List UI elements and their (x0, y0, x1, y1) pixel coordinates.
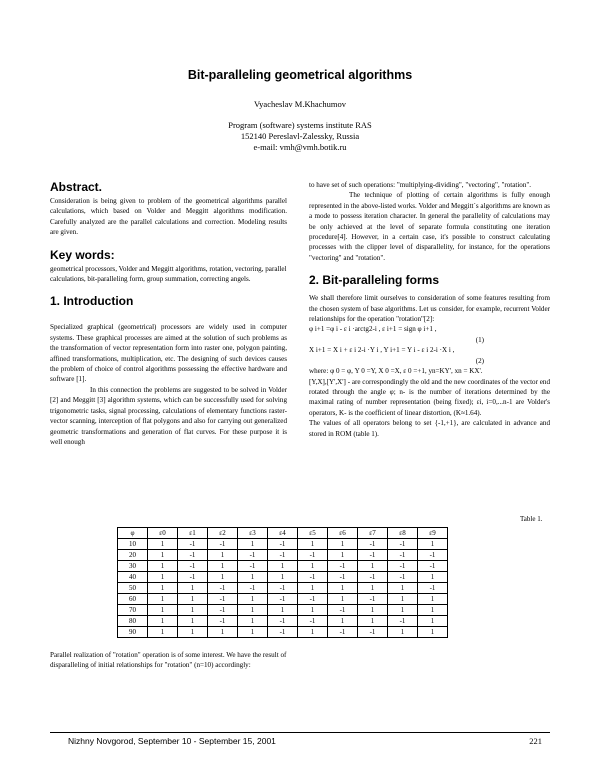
table-cell: -1 (358, 627, 388, 638)
table-cell: -1 (178, 572, 208, 583)
table-cell: -1 (358, 550, 388, 561)
table-row (118, 594, 448, 605)
table-header-cell: ε9 (418, 528, 448, 539)
table-cell: -1 (328, 572, 358, 583)
table-cell: -1 (298, 594, 328, 605)
table-cell: -1 (388, 550, 418, 561)
table-header-row (118, 528, 448, 539)
table-cell: 1 (298, 561, 328, 572)
table-cell: -1 (238, 561, 268, 572)
table-cell: 1 (208, 627, 238, 638)
table-cell: 1 (238, 539, 268, 550)
table-cell: -1 (298, 616, 328, 627)
table-cell: 1 (418, 627, 448, 638)
table-cell: 1 (208, 550, 238, 561)
table-cell: 1 (388, 605, 418, 616)
table-cell: -1 (208, 594, 238, 605)
equation-2-number: (2) (475, 356, 484, 365)
table-cell: -1 (388, 616, 418, 627)
table-cell: -1 (418, 550, 448, 561)
table-header-cell: ε8 (388, 528, 418, 539)
table-cell: -1 (358, 539, 388, 550)
table-cell: -1 (208, 583, 238, 594)
affiliation-email[interactable]: e-mail: vmh@vmh.botik.ru (253, 142, 347, 152)
section2-heading: 2. Bit-paralleling forms (309, 273, 440, 288)
table-cell: -1 (238, 583, 268, 594)
table-cell: 1 (268, 572, 298, 583)
table-cell: -1 (268, 616, 298, 627)
abstract-heading: Abstract. (50, 180, 103, 194)
table-cell: 1 (388, 627, 418, 638)
table-cell: -1 (328, 627, 358, 638)
table-cell: 1 (238, 594, 268, 605)
table-cell: -1 (208, 605, 238, 616)
table-cell: 1 (178, 583, 208, 594)
intro-paragraph-2: In this connection the problems are suggested to be solved in Volder [2] and Meggitt [3] algorithm systems, which can be successfully used for solving trigonometric tasks, signal processing, calculations of elementary functions raster-vector scanning, interception of flat polygons and also for carrying out generalized geometric transformations and generation of flat curves. For these purpose it is well enough (50, 385, 287, 446)
footer-conference: Nizhny Novgorod, September 10 - September 15, 2001 (68, 736, 276, 746)
table-cell: 1 (418, 605, 448, 616)
table-row (118, 561, 448, 572)
table-cell: 1 (298, 605, 328, 616)
table-cell: 10 (118, 539, 148, 550)
table-cell: -1 (358, 594, 388, 605)
right-paragraph-1: to have set of such operations: "multiplying-dividing", "vectoring", "rotation". (309, 181, 532, 189)
table-cell: -1 (298, 572, 328, 583)
table-cell: 1 (148, 594, 178, 605)
affiliation (0, 120, 600, 153)
table-cell: 1 (208, 561, 238, 572)
table-cell: -1 (328, 561, 358, 572)
table-cell: 1 (358, 605, 388, 616)
table-cell: 1 (238, 605, 268, 616)
table-header-cell: ε1 (178, 528, 208, 539)
table-cell: 40 (118, 572, 148, 583)
table-cell: 1 (268, 605, 298, 616)
table-cell: -1 (178, 561, 208, 572)
table-cell: 1 (238, 627, 268, 638)
table-cell: 1 (328, 539, 358, 550)
paper-title: Bit-paralleling geometrical algorithms (187, 68, 413, 82)
page-number: 221 (529, 736, 542, 746)
table-cell: -1 (268, 594, 298, 605)
affiliation-address: 152140 Pereslavl-Zalessky, Russia (240, 131, 360, 141)
table-cell: -1 (268, 550, 298, 561)
author-name: Vyacheslav M.Khachumov (253, 99, 347, 109)
right-paragraph-2: The technique of plotting of certain algorithms is fully enough represented in the above-listed works. Volder and Meggitt`s algorithms are known as a mode to possess iteration character. In general the parallelity of calculations may be only achieved at the level of separate formula constituting one iteration procedure[4]. However, in a certain case, it's possible to construct calculating processes with the clipper level of disparallelity, for instance, for the operations "vectoring" and "rotation". (309, 191, 550, 262)
table-cell: -1 (208, 539, 238, 550)
table-cell: 1 (418, 572, 448, 583)
table-cell: 1 (148, 627, 178, 638)
table-cell: -1 (418, 583, 448, 594)
right-column (309, 180, 550, 439)
keywords-text: geometrical processors, Volder and Meggitt algorithms, rotation, vectoring, parallel calculations, bit-paralleling form, group summation, correcting angels. (50, 264, 287, 284)
table-cell: 1 (148, 616, 178, 627)
table-caption: Table 1. (520, 515, 543, 523)
table-cell: -1 (268, 583, 298, 594)
table-row (118, 605, 448, 616)
table-cell: -1 (388, 572, 418, 583)
table-header-cell: ε4 (268, 528, 298, 539)
table-cell: 1 (148, 550, 178, 561)
table-header-cell: ε6 (328, 528, 358, 539)
table-cell: 1 (178, 605, 208, 616)
table-cell: 1 (178, 616, 208, 627)
table-cell: -1 (268, 539, 298, 550)
section2-paragraph-3: The values of all operators belong to set {-1,+1}, are calculated in advance and stored in ROM (table 1). (309, 419, 550, 438)
intro-paragraph-1: Specialized graphical (geometrical) processors are widely used in computer systems. These graphical processes are aimed at the solution of such problems as the transformation of vector representation form into raster one, polygon painting, affined transformations, multiplication, etc. The designing of such devices causes the problem of choice of control algorithms possessing the effective hardware and software [1]. (50, 323, 287, 384)
table-cell: 90 (118, 627, 148, 638)
table-cell: -1 (208, 616, 238, 627)
table-cell: 1 (328, 616, 358, 627)
table-header-cell: φ (118, 528, 148, 539)
keywords-heading: Key words: (50, 247, 115, 262)
table-cell: -1 (328, 605, 358, 616)
table-cell: 1 (268, 561, 298, 572)
table-cell: -1 (178, 539, 208, 550)
table-cell: 1 (178, 627, 208, 638)
table-cell: 1 (328, 583, 358, 594)
table-cell: 1 (418, 594, 448, 605)
where-line: where: φ 0 = φ, Y 0 =Y, X 0 =X, ε 0 =+1, yn=KY', xn = KX'. (309, 367, 483, 376)
equation-1: φ i+1 =φ i - ε i ·arctg2-i , ε i+1 = sign φ i+1 , (309, 325, 437, 334)
table-cell: 1 (148, 561, 178, 572)
table-cell: 70 (118, 605, 148, 616)
table-row (118, 627, 448, 638)
table-cell: -1 (298, 550, 328, 561)
abstract-text: Consideration is being given to problem of the geometrical algorithms parallel calculations, which based on Volder and Meggitt algorithms modification. Carefully analyzed are the parallel calculations and correction. Modeling results are given. (50, 197, 287, 237)
page-footer (50, 732, 550, 746)
table-cell: 1 (328, 550, 358, 561)
table-cell: 1 (148, 583, 178, 594)
table-cell: 60 (118, 594, 148, 605)
table-cell: 1 (148, 539, 178, 550)
table-cell: 1 (238, 616, 268, 627)
table-cell: 1 (418, 539, 448, 550)
table-header-cell: ε5 (298, 528, 328, 539)
table-cell: 30 (118, 561, 148, 572)
table-cell: 1 (298, 583, 328, 594)
table-row (118, 539, 448, 550)
table-header-cell: ε3 (238, 528, 268, 539)
section2-paragraph-1: We shall therefore limit ourselves to consideration of some features resulting from the chosen system of base algorithms. Let us consider, for example, recurrent Volder relationships for the operation "rotation"[2]: (309, 294, 550, 324)
table-cell: -1 (388, 561, 418, 572)
section2-paragraph-2: [Y,X],[Y',X'] - are correspondingly the old and the new coordinates of the vector end rotated through the angle φ; n- is the number of iterations determined by the maximal rating of number representation (being fixed); εi, i=0,...n-1 are Volder's operators, K- is the coefficient of linear distortion, (K≈1.64). (309, 377, 550, 417)
table-cell: 1 (148, 605, 178, 616)
equation-2: X i+1 = X i + ε i 2-i ·Y i , Y i+1 = Y i - ε i 2-i ·X i , (309, 346, 455, 355)
left-column (50, 180, 287, 447)
table-header-cell: ε0 (148, 528, 178, 539)
table-row (118, 550, 448, 561)
table-cell: 1 (358, 561, 388, 572)
table-cell: 1 (358, 616, 388, 627)
table-cell: -1 (238, 550, 268, 561)
after-table-paragraph: Parallel realization of "rotation" operation is of some interest. We have the result of disparalleling of initial relationships for "rotation" (n=10) accordingly: (50, 651, 287, 670)
table-header-cell: ε7 (358, 528, 388, 539)
intro-heading: 1. Introduction (50, 294, 134, 309)
table-cell: -1 (268, 627, 298, 638)
table-row (118, 583, 448, 594)
table-cell: -1 (178, 550, 208, 561)
table-cell: 50 (118, 583, 148, 594)
table-cell: -1 (358, 572, 388, 583)
table-body (118, 539, 448, 638)
table-cell: 1 (178, 594, 208, 605)
table-row (118, 616, 448, 627)
equation-1-number: (1) (475, 335, 484, 344)
table-cell: 1 (298, 627, 328, 638)
table-cell: 80 (118, 616, 148, 627)
affiliation-institute: Program (software) systems institute RAS (228, 120, 372, 130)
table-cell: -1 (418, 561, 448, 572)
table-cell: 1 (208, 572, 238, 583)
table-cell: -1 (388, 539, 418, 550)
table-cell: 1 (328, 594, 358, 605)
table-cell: 1 (358, 583, 388, 594)
table-cell: 1 (238, 572, 268, 583)
table-cell: 1 (298, 539, 328, 550)
table-header-cell: ε2 (208, 528, 238, 539)
table-row (118, 572, 448, 583)
table-cell: 1 (148, 572, 178, 583)
table-cell: 20 (118, 550, 148, 561)
table-cell: 1 (388, 594, 418, 605)
table-cell: 1 (388, 583, 418, 594)
operators-table (117, 527, 448, 638)
table-cell: 1 (418, 616, 448, 627)
